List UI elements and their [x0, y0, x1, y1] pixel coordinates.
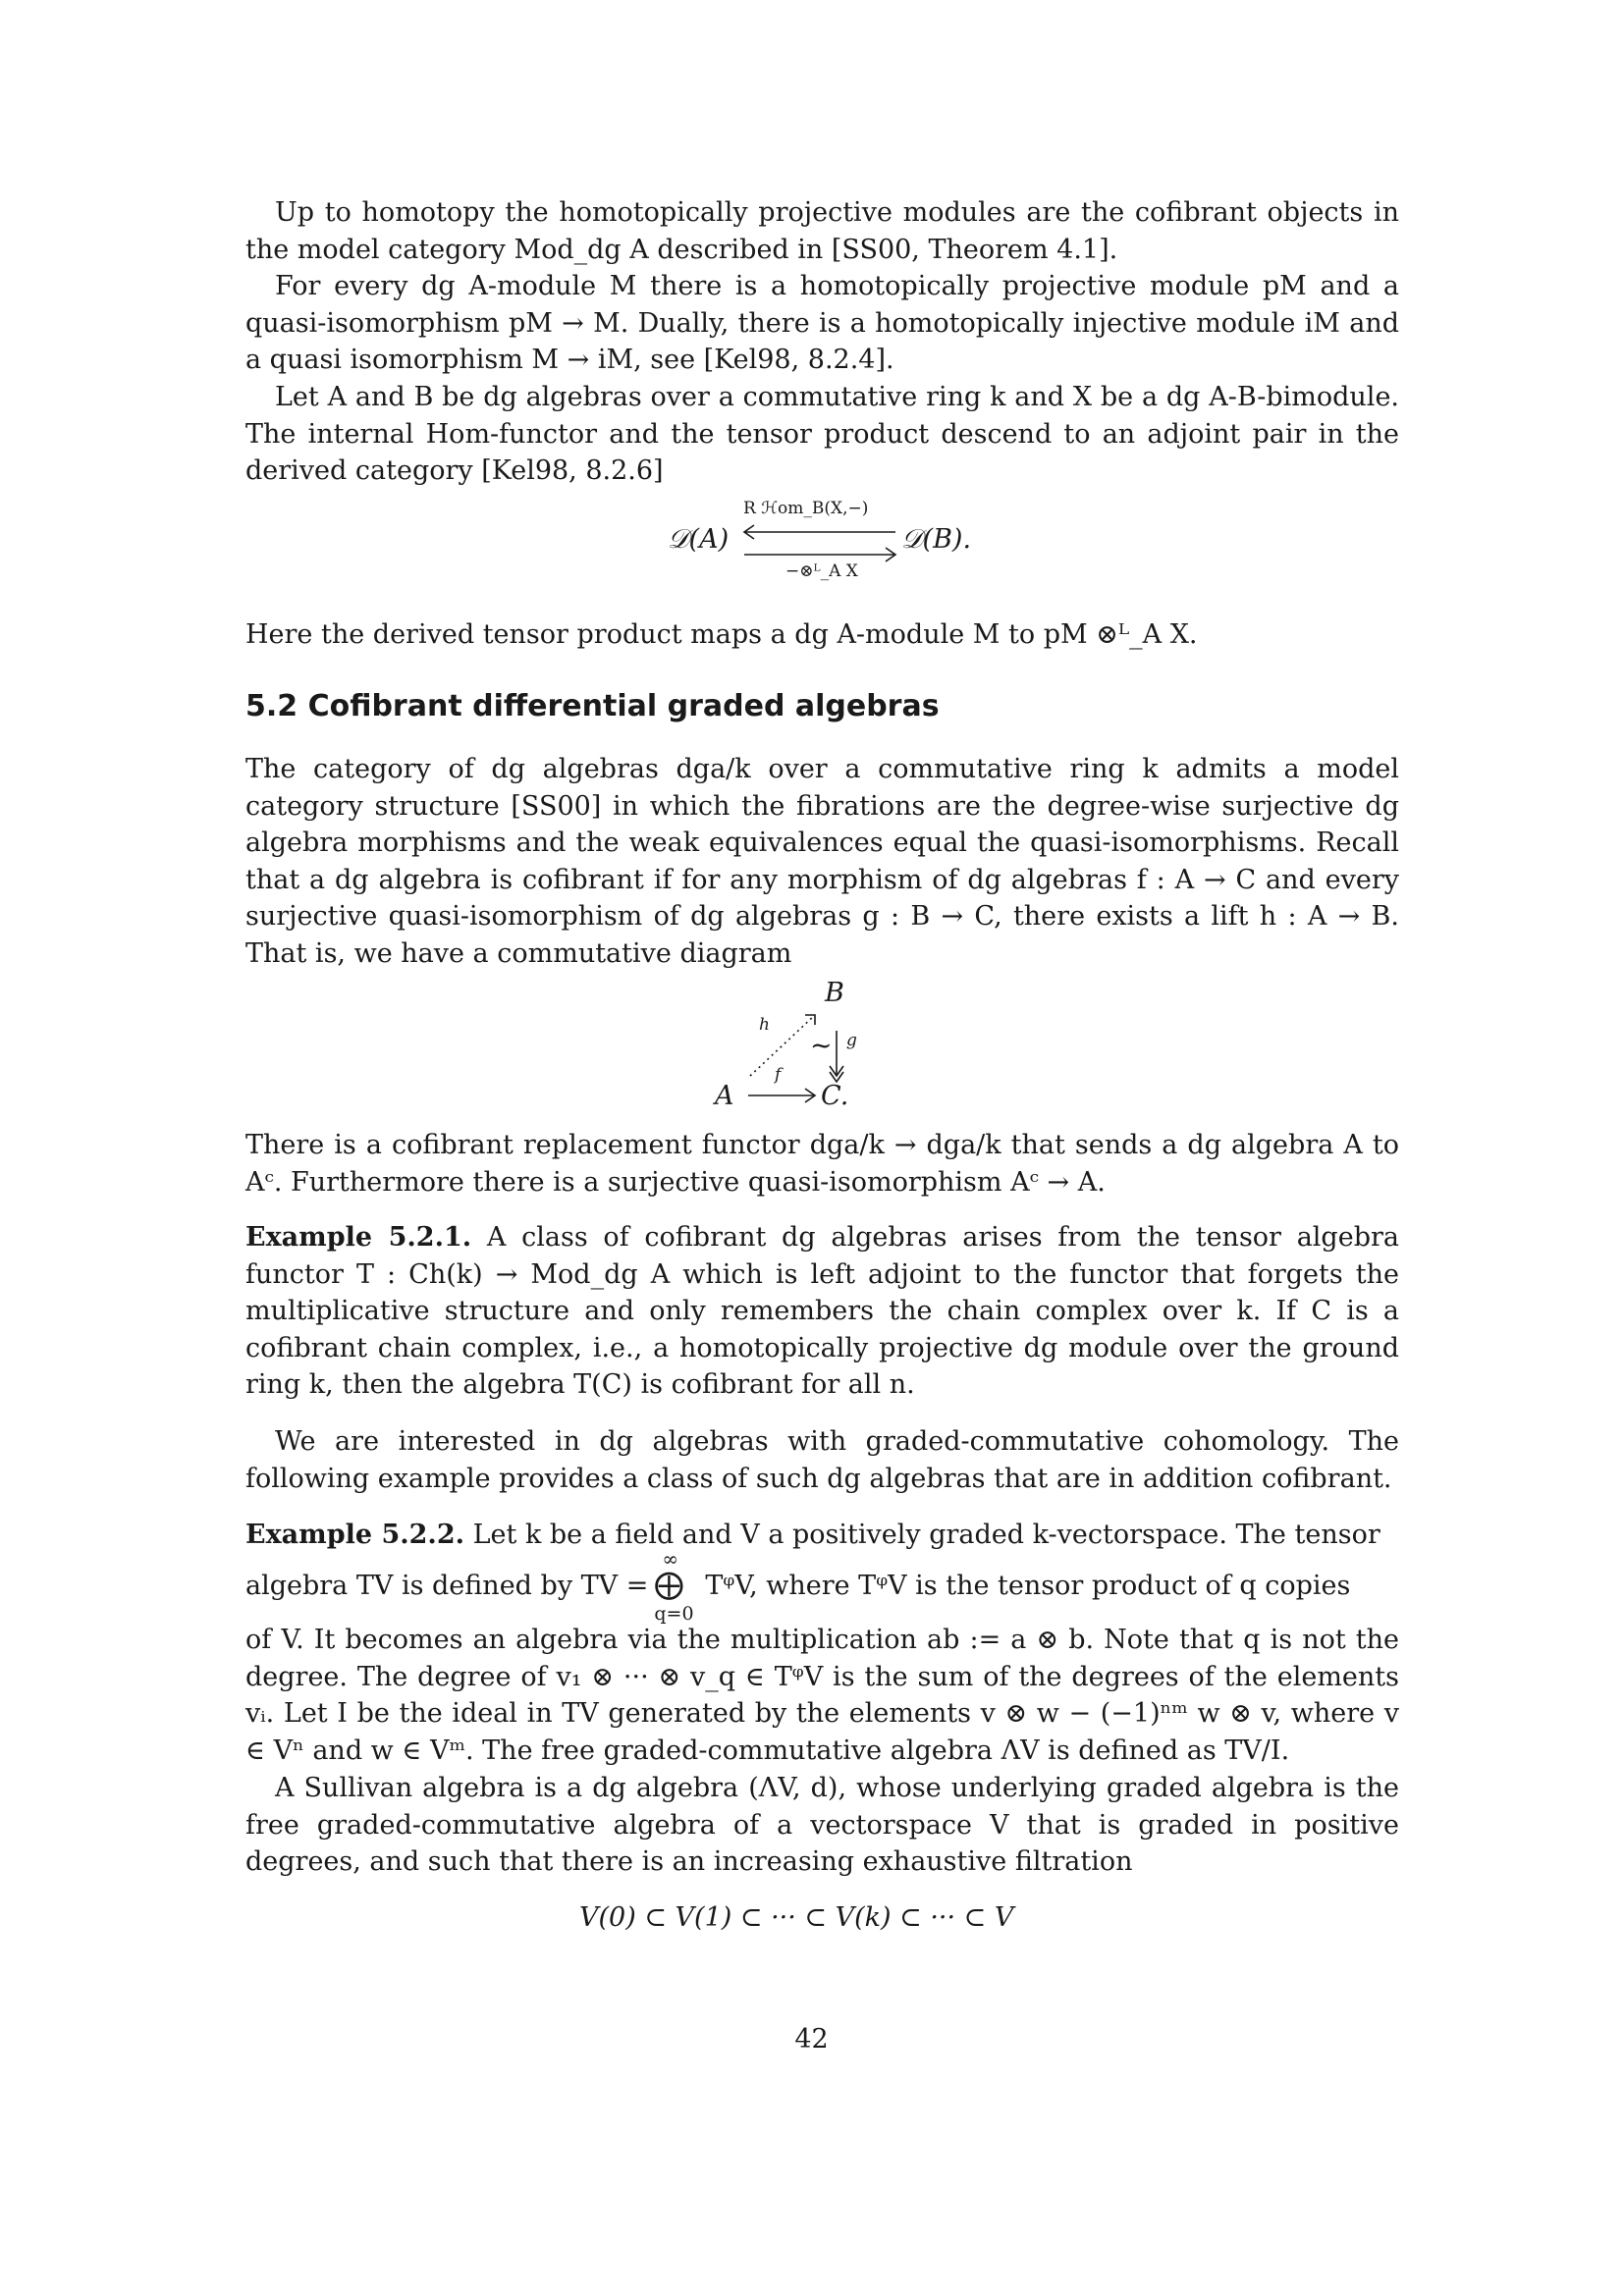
label-h: h [759, 1015, 770, 1035]
paragraph-cofibrant-objects: Up to homotopy the homotopically projective modules are the cofibrant objects in the model category Mod_dg A described in [SS00, Theorem 4.1]. [245, 197, 1399, 265]
paragraph-projective-replacement: For every dg A-module M there is a homotopically projective module pM and a quasi-isomorphism pM → M. Dually, there is a homotopically injective module iM and a quasi isomorphism M → iM, see [Kel98, 8.2.4]. [245, 271, 1399, 375]
example-5-2-2-line2b: TᵠV, where TᵠV is the tensor product of q copies [705, 1571, 1351, 1601]
paragraph-graded-commutative: We are interested in dg algebras with graded-commutative cohomology. The following example provides a class of such dg algebras that are in addition cofibrant. [245, 1426, 1399, 1494]
paragraph-adjoint-pair: Let A and B be dg algebras over a commutative ring k and X be a dg A-B-bimodule. The internal Hom-functor and the tensor product descend to an adjoint pair in the derived category [Kel98, 8.2.6] [245, 382, 1399, 486]
example-5-2-1-text: A class of cofibrant dg algebras arises from the tensor algebra functor T : Ch(k) → Mod_dg A which is left adjoint to the functor that forgets the multiplicative structure and only remembers the chain complex over k. If C is a cofibrant chain complex, i.e., a homotopically projective dg module over the ground ring k, then the algebra T(C) is cofibrant for all n. [245, 1222, 1399, 1400]
paragraph-derived-tensor: Here the derived tensor product maps a dg A-module M to pM ⊗ᴸ_A X. [245, 619, 1198, 650]
example-5-2-2-rest: of V. It becomes an algebra via the multiplication ab := a ⊗ b. Note that q is not the degree. The degree of v₁ ⊗ ··· ⊗ v_q ∈ TᵠV is the sum of the degrees of the elements vᵢ. Let I be the ideal in TV generated by the elements v ⊗ w − (−1)ⁿᵐ w ⊗ v, where v ∈ Vⁿ and w ∈ Vᵐ. The free graded-commutative algebra ΛV is defined as TV/I. [245, 1625, 1399, 1766]
example-5-2-2-line2a: algebra TV is defined by TV = [245, 1571, 649, 1601]
sum-upper-limit: ∞ [662, 1547, 679, 1571]
example-5-2-1-label: Example 5.2.1. [245, 1222, 472, 1253]
example-5-2-2-line1 [245, 1517, 1399, 1554]
adjunction-bottom-label: −⊗ᴸ_A X [785, 561, 858, 581]
direct-sum-symbol: ⨁ [654, 1568, 684, 1602]
object-B: B [825, 978, 844, 1008]
paragraph-cofibrant-replacement: There is a cofibrant replacement functor dga/k → dga/k that sends a dg algebra A to Aᶜ. Furthermore there is a surjective quasi-isomorphism Aᶜ → A. [245, 1130, 1399, 1198]
example-5-2-1 [245, 1219, 1399, 1404]
object-C: C. [821, 1081, 849, 1111]
adjunction-right-object: 𝒟(B). [901, 524, 972, 555]
paragraph-sullivan-algebra: A Sullivan algebra is a dg algebra (ΛV, d), whose underlying graded algebra is the free graded-commutative algebra of a vectorspace V that is graded in positive degrees, and such that there is an increasing exhaustive filtration [245, 1773, 1399, 1877]
label-f: f [775, 1065, 782, 1085]
label-g: g [846, 1031, 857, 1050]
paragraph-model-structure: The category of dg algebras dga/k over a commutative ring k admits a model category structure [SS00] in which the fibrations are the degree-wise surjective dg algebra morphisms and the weak equivalences equal the quasi-isomorphisms. Recall that a dg algebra is cofibrant if for any morphism of dg algebras f : A → C and every surjective quasi-isomorphism of dg algebras g : B → C, there exists a lift h : A → B. That is, we have a commutative diagram [245, 754, 1399, 969]
section-title: 5.2 Cofibrant differential graded algebras [245, 689, 940, 723]
filtration-formula: V(0) ⊂ V(1) ⊂ ··· ⊂ V(k) ⊂ ··· ⊂ V [579, 1902, 1014, 1933]
object-A: A [715, 1081, 734, 1111]
label-quasi-iso: ~ [810, 1031, 833, 1061]
example-5-2-2-line1-text: Let k be a field and V a positively graded k-vectorspace. The tensor [472, 1520, 1380, 1550]
sum-lower-limit: q=0 [654, 1603, 694, 1625]
adjunction-top-label: R ℋom_B(X,−) [743, 499, 869, 518]
example-5-2-2-line2 [245, 1547, 1399, 1625]
page-number: 42 [794, 2024, 829, 2055]
adjunction-left-object: 𝒟(A) [668, 524, 730, 555]
example-5-2-2-label: Example 5.2.2. [245, 1520, 465, 1550]
